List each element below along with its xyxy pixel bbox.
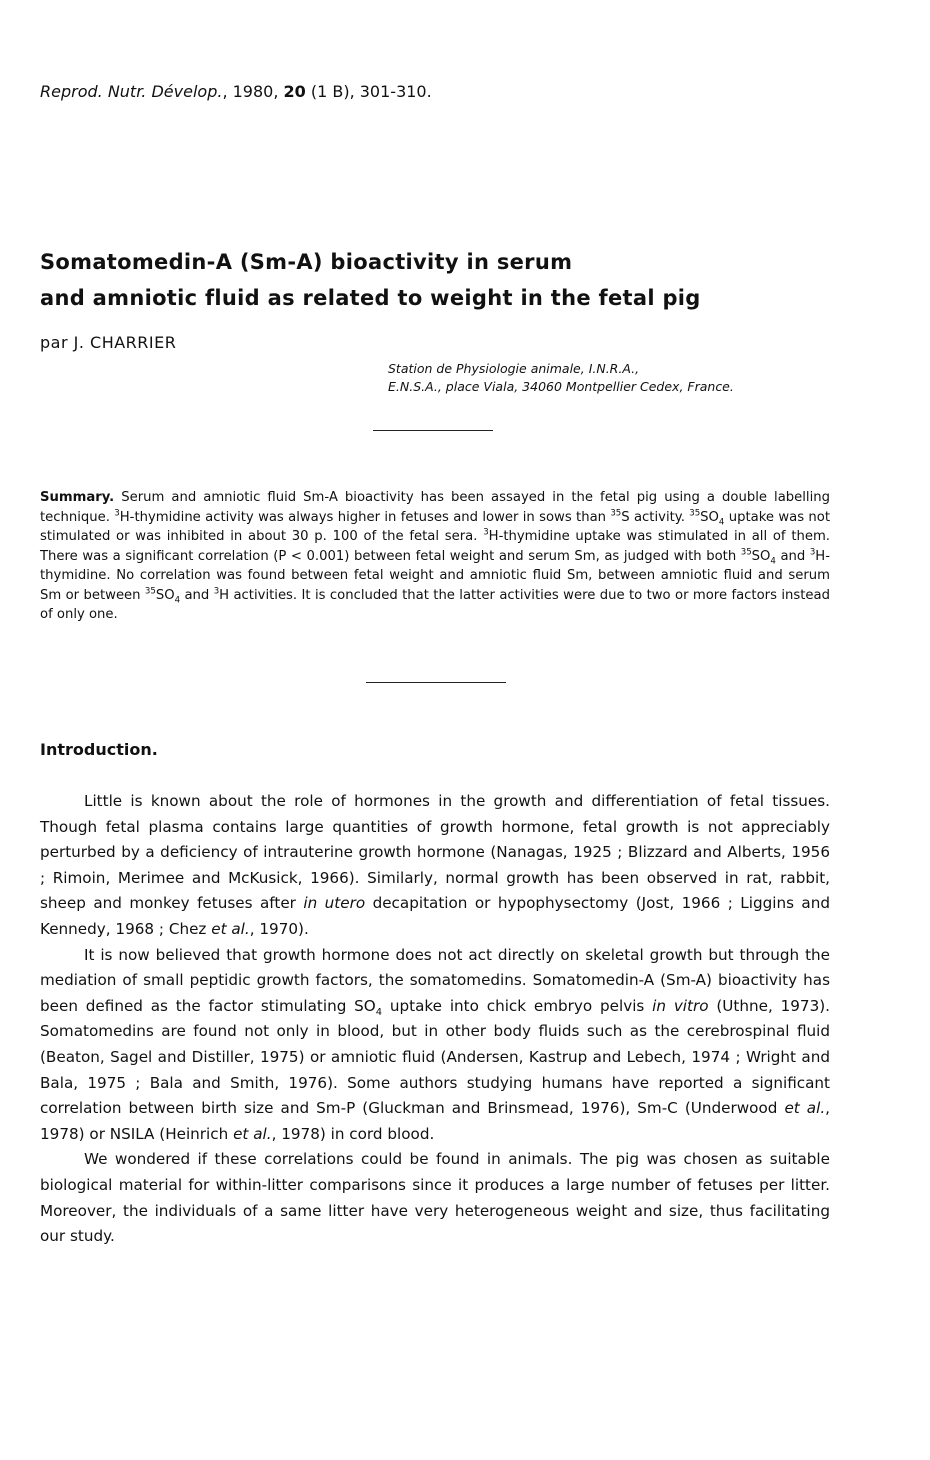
superscript: 3: [483, 527, 489, 538]
affiliation-line-2: E.N.S.A., place Viala, 34060 Montpellier Cedex, France.: [388, 379, 734, 394]
affiliation: [388, 360, 734, 396]
citation-year: , 1980,: [222, 82, 284, 101]
citation-pages: (1 B), 301-310.: [305, 82, 432, 101]
summary-text: SO: [700, 509, 719, 525]
subscript: 4: [770, 556, 776, 567]
body-text: decapitation or hypophysectomy (Jost, 1966 ; Liggins and Kennedy, 1968 ; Chez: [40, 894, 830, 938]
italic-text: in vitro: [652, 996, 709, 1015]
superscript: 35: [610, 508, 622, 519]
summary-paragraph: [40, 488, 830, 625]
superscript: 3: [213, 586, 220, 597]
introduction-body: [40, 789, 830, 1250]
journal-citation: [40, 82, 432, 101]
author-line: par J. CHARRIER: [40, 333, 177, 352]
summary-label: Summary.: [40, 490, 115, 505]
article-title: [40, 244, 900, 316]
body-text: , 1978) or NSILA (Heinrich: [40, 1099, 830, 1143]
citation-volume: 20: [283, 82, 306, 101]
title-line-2: and amniotic fluid as related to weight in the fetal pig: [40, 286, 701, 310]
italic-text: et al.: [233, 1124, 272, 1143]
intro-paragraph-2: [40, 943, 830, 1148]
body-text: , 1978) in cord blood.: [271, 1124, 435, 1143]
superscript: 3: [114, 508, 120, 519]
title-line-1: Somatomedin-A (Sm-A) bioactivity in serum: [40, 250, 573, 274]
summary-text: SO: [155, 587, 175, 603]
summary-text: and: [180, 587, 214, 603]
summary-text: S activity.: [621, 509, 690, 525]
superscript: 35: [740, 547, 752, 558]
summary-text: H-thymidine activity was always higher in fetuses and lower in sows than: [119, 509, 611, 525]
summary-text: Serum and amniotic fluid Sm-A bioactivity has been assayed in the fetal pig using a double labelling technique.: [40, 490, 830, 525]
intro-paragraph-1: [40, 789, 830, 943]
italic-text: in utero: [303, 894, 366, 913]
superscript: 3: [809, 547, 816, 558]
italic-text: et al.: [211, 919, 250, 938]
summary-divider: [366, 682, 506, 683]
subscript: 4: [718, 517, 725, 528]
summary-text: SO: [751, 548, 771, 564]
summary-text: uptake was not stimulated or was inhibited in about 30 p. 100 of the fetal sera.: [40, 509, 830, 544]
italic-text: et al.: [784, 1099, 826, 1118]
body-text: It is now believed that growth hormone does not act directly on skeletal growth but through the mediation of small peptidic growth factors, the somatomedins. Somatomedin-A (Sm-A) bioactivity has been defined as the factor stimulating SO: [40, 945, 830, 1015]
subscript: 4: [375, 1006, 383, 1018]
journal-name: Reprod. Nutr. Dévelop.: [40, 82, 223, 101]
summary-text: H-thymidine uptake was stimulated in all of them. There was a significant correlation (P < 0.001) between fetal weight and serum Sm, as judged with both: [40, 529, 830, 564]
body-text: , 1970).: [249, 919, 309, 938]
summary-text: H-thymidine. No correlation was found between fetal weight and amniotic fluid Sm, between amniotic fluid and serum Sm or between: [40, 548, 830, 603]
title-divider: [373, 430, 493, 431]
intro-paragraph-3: We wondered if these correlations could be found in animals. The pig was chosen as suitable biological material for within-litter comparisons since it produces a large number of fetuses per litter. Moreover, the individuals of a same litter have very heterogeneous weight and size, thus facilitating our study.: [40, 1150, 830, 1246]
summary-text: H activities. It is concluded that the latter activities were due to two or more factors instead of only one.: [40, 587, 830, 622]
body-text: Little is known about the role of hormones in the growth and differentiation of fetal tissues. Though fetal plasma contains large quantities of growth hormone, fetal growth is not appreciably perturbed by a deficiency of intrauterine growth hormone (Nanagas, 1925 ; Blizzard and Alberts, 1956 ; Rimoin, Merimee and McKusick, 1966). Similarly, normal growth has been observed in rat, rabbit, sheep and monkey fetuses after: [40, 792, 830, 913]
section-heading: Introduction.: [40, 740, 158, 759]
body-text: (Uthne, 1973). Somatomedins are found not only in blood, but in other body fluids such as the cerebrospinal fluid (Beaton, Sagel and Distiller, 1975) or amniotic fluid (Andersen, Kastrup and Lebech, 1974 ; Wright and Bala, 1975 ; Bala and Smith, 1976). Some authors studying humans have reported a significant correlation between birth size and Sm-P (Gluckman and Brinsmead, 1976), Sm-C (Underwood: [40, 996, 830, 1118]
affiliation-line-1: Station de Physiologie animale, I.N.R.A.,: [388, 361, 640, 376]
superscript: 35: [144, 586, 156, 597]
subscript: 4: [174, 595, 181, 606]
superscript: 35: [689, 508, 701, 519]
summary-text: and: [775, 548, 810, 564]
body-text: uptake into chick embryo pelvis: [382, 996, 653, 1015]
